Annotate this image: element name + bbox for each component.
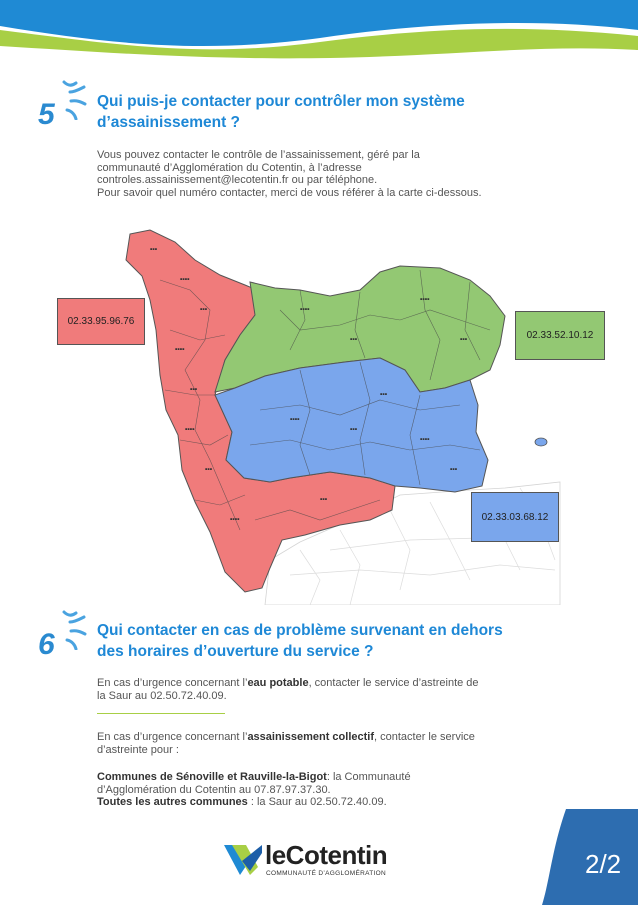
section-6-title-line1: Qui contacter en cas de problème survenant en dehors [97, 622, 503, 639]
svg-text:▪▪▪: ▪▪▪ [380, 392, 388, 396]
communes-bold: Communes de Sénoville et Rauville-la-Bigot [97, 771, 327, 783]
svg-text:▪▪▪: ▪▪▪ [190, 387, 198, 391]
section-5-number: 5 [38, 98, 55, 131]
others-bold: Toutes les autres communes [97, 796, 248, 808]
svg-text:▪▪▪: ▪▪▪ [200, 307, 208, 311]
svg-text:▪▪▪▪: ▪▪▪▪ [300, 307, 310, 311]
svg-text:▪▪▪▪: ▪▪▪▪ [185, 427, 195, 431]
section-5-title-line1: Qui puis-je contacter pour contrôler mon système [97, 93, 465, 110]
svg-text:▪▪▪▪: ▪▪▪▪ [420, 297, 430, 301]
water-text-post: , contacter le service d’astreinte de [308, 677, 479, 689]
splash-icon [54, 80, 88, 120]
phone-number-red: 02.33.95.96.76 [67, 316, 135, 327]
section-6-title-line2: des horaires d’ouverture du service ? [97, 643, 374, 660]
lecotentin-logo-icon [222, 841, 264, 877]
phone-box-red [57, 298, 145, 345]
section-5-body-line1: Vous pouvez contacter le contrôle de l’assainissement, géré par la [97, 149, 420, 161]
sanitation-emergency-paragraph [97, 731, 557, 756]
section-5-body [97, 149, 557, 199]
section-5-body-line3: controles.assainissement@lecotentin.fr ou par téléphone. [97, 174, 378, 186]
section-5-body-line4: Pour savoir quel numéro contacter, merci de vous référer à la carte ci-dessous. [97, 186, 482, 199]
section-6-title [97, 620, 567, 662]
sanit-text-pre: En cas d’urgence concernant l’ [97, 731, 248, 743]
phone-number-blue: 02.33.03.68.12 [481, 511, 549, 523]
water-text-line2: la Saur au 02.50.72.40.09. [97, 689, 227, 702]
sanit-text-bold: assainissement collectif [247, 731, 374, 743]
section-5-title [97, 91, 557, 133]
section-5-title-line2: d’assainissement ? [97, 114, 241, 131]
svg-text:▪▪▪: ▪▪▪ [150, 247, 158, 251]
water-text-pre: En cas d’urgence concernant l’ [97, 677, 248, 689]
map-island [535, 438, 547, 446]
cotentin-map [0, 220, 638, 605]
phone-number-green: 02.33.52.10.12 [526, 330, 594, 341]
svg-text:▪▪▪: ▪▪▪ [205, 467, 213, 471]
svg-text:▪▪▪▪: ▪▪▪▪ [230, 517, 240, 521]
svg-text:▪▪▪: ▪▪▪ [450, 467, 458, 471]
communes-post: : la Communauté [326, 771, 411, 783]
section-6-number: 6 [38, 628, 55, 661]
svg-text:▪▪▪▪: ▪▪▪▪ [175, 347, 185, 351]
phone-box-blue [471, 492, 559, 542]
others-post: : la Saur au 02.50.72.40.09. [247, 796, 387, 808]
divider [97, 713, 225, 714]
page-number: 2/2 [585, 849, 622, 879]
contacts-paragraph [97, 771, 557, 809]
svg-text:▪▪▪▪: ▪▪▪▪ [420, 437, 430, 441]
section-5-body-line2: communauté d’Agglomération du Cotentin, à l’adresse [97, 161, 362, 174]
splash-icon [54, 610, 88, 650]
water-text-bold: eau potable [247, 677, 309, 689]
svg-text:▪▪▪: ▪▪▪ [460, 337, 468, 341]
svg-text:▪▪▪: ▪▪▪ [350, 427, 358, 431]
svg-text:▪▪▪: ▪▪▪ [320, 497, 328, 501]
logo-subtitle: COMMUNAUTÉ D’AGGLOMÉRATION [266, 870, 386, 877]
sanit-text-line2: d’astreinte pour : [97, 743, 179, 756]
water-emergency-paragraph [97, 677, 557, 702]
communes-line2: d’Agglomération du Cotentin au 07.87.97.37.30. [97, 783, 331, 796]
header-wave [0, 0, 638, 60]
phone-box-green [515, 311, 605, 360]
sanit-text-post: , contacter le service [374, 731, 475, 743]
logo-name: leCotentin [265, 840, 388, 870]
svg-text:▪▪▪▪: ▪▪▪▪ [180, 277, 190, 281]
svg-text:▪▪▪▪: ▪▪▪▪ [290, 417, 300, 421]
svg-text:▪▪▪: ▪▪▪ [350, 337, 358, 341]
